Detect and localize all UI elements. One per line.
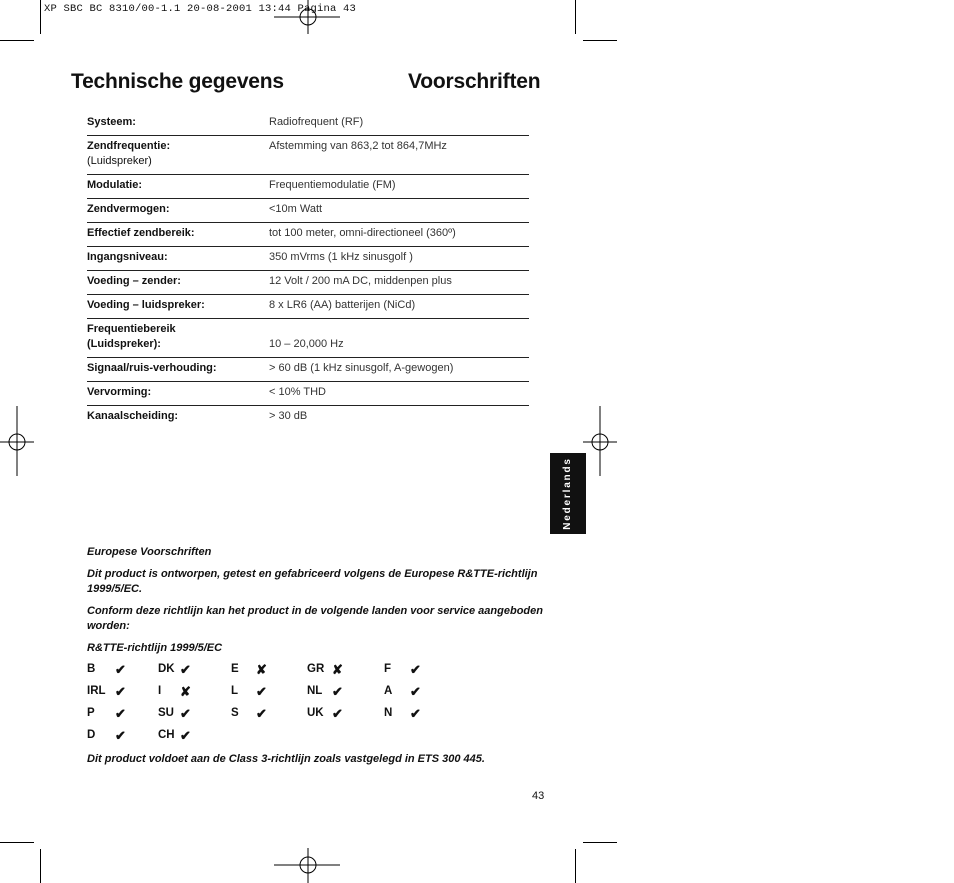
check-icon: ✔ bbox=[115, 684, 126, 699]
specs-table bbox=[87, 112, 529, 429]
country-item: GR ✘ bbox=[307, 662, 343, 677]
country-row bbox=[87, 729, 547, 751]
spec-label-line2: (Luidspreker): bbox=[87, 338, 161, 350]
spec-sublabel: (Luidspreker) bbox=[87, 155, 152, 167]
country-item: UK ✔ bbox=[307, 706, 343, 721]
country-item: NL ✔ bbox=[307, 684, 343, 699]
check-icon: ✔ bbox=[332, 684, 343, 699]
spec-value: > 30 dB bbox=[269, 410, 308, 422]
country-item: I ✘ bbox=[158, 684, 191, 699]
spec-label: Voeding – zender: bbox=[87, 275, 181, 287]
country-item: DK ✔ bbox=[158, 662, 191, 677]
spec-label: Systeem: bbox=[87, 116, 136, 128]
registration-mark-bottom bbox=[272, 848, 342, 883]
check-icon: ✔ bbox=[332, 706, 343, 721]
spec-value: tot 100 meter, omni-directioneel (360º) bbox=[269, 227, 456, 239]
spec-row-modulation bbox=[87, 175, 529, 199]
country-row bbox=[87, 663, 547, 685]
spec-label: Effectief zendbereik: bbox=[87, 227, 195, 239]
spec-value: <10m Watt bbox=[269, 203, 323, 215]
spec-row-system bbox=[87, 112, 529, 136]
regulations-heading: Europese Voorschriften bbox=[87, 546, 212, 558]
page-number: 43 bbox=[532, 790, 545, 802]
print-header: XP SBC BC 8310/00-1.1 20-08-2001 13:44 Pagina 43 bbox=[44, 3, 357, 15]
spec-row-power-speaker bbox=[87, 295, 529, 319]
country-item: D ✔ bbox=[87, 728, 126, 743]
country-item: F ✔ bbox=[384, 662, 421, 677]
country-item: L ✔ bbox=[231, 684, 267, 699]
country-item: B ✔ bbox=[87, 662, 126, 677]
title-regulations: Voorschriften bbox=[408, 70, 541, 93]
spec-row-frequency bbox=[87, 136, 529, 175]
spec-row-frequency-range bbox=[87, 319, 529, 358]
regulations-directive: R&TTE-richtlijn 1999/5/EC bbox=[87, 642, 223, 654]
country-row bbox=[87, 707, 547, 729]
spec-value: 8 x LR6 (AA) batterijen (NiCd) bbox=[269, 299, 416, 311]
spec-row-range bbox=[87, 223, 529, 247]
language-tab-label: Nederlands bbox=[562, 457, 573, 530]
check-icon: ✔ bbox=[180, 662, 191, 677]
spec-label: Voeding – luidspreker: bbox=[87, 299, 205, 311]
spec-label: Kanaalscheiding: bbox=[87, 410, 179, 422]
regulations-paragraph-2: Conform deze richtlijn kan het product in de volgende landen voor service aangeboden worden: bbox=[87, 605, 543, 632]
spec-label: Signaal/ruis-verhouding: bbox=[87, 362, 217, 374]
country-item: E ✘ bbox=[231, 662, 267, 677]
country-grid bbox=[87, 663, 547, 751]
check-icon: ✔ bbox=[115, 662, 126, 677]
country-item: S ✔ bbox=[231, 706, 267, 721]
country-item: N ✔ bbox=[384, 706, 421, 721]
check-icon: ✔ bbox=[115, 728, 126, 743]
spec-row-power-transmitter bbox=[87, 271, 529, 295]
spec-value: < 10% THD bbox=[269, 386, 326, 398]
check-icon: ✔ bbox=[410, 684, 421, 699]
spec-value: Afstemming van 863,2 tot 864,7MHz bbox=[269, 140, 447, 152]
spec-row-power bbox=[87, 199, 529, 223]
country-item: P ✔ bbox=[87, 706, 126, 721]
spec-label: Frequentiebereik bbox=[87, 323, 176, 335]
regulations-section bbox=[87, 545, 547, 663]
country-item: A ✔ bbox=[384, 684, 421, 699]
check-icon: ✔ bbox=[180, 728, 191, 743]
registration-mark-right bbox=[583, 406, 617, 476]
spec-value: > 60 dB (1 kHz sinusgolf, A-gewogen) bbox=[269, 362, 454, 374]
spec-row-channel-separation bbox=[87, 406, 529, 429]
spec-label: Zendfrequentie: bbox=[87, 140, 171, 152]
spec-row-input-level bbox=[87, 247, 529, 271]
spec-value: Frequentiemodulatie (FM) bbox=[269, 179, 396, 191]
country-item: SU ✔ bbox=[158, 706, 191, 721]
check-icon: ✔ bbox=[256, 684, 267, 699]
regulations-paragraph-1: Dit product is ontworpen, getest en gefabriceerd volgens de Europese R&TTE-richtlijn 1999/5/EC. bbox=[87, 568, 538, 595]
check-icon: ✔ bbox=[115, 706, 126, 721]
language-tab bbox=[550, 453, 586, 534]
spec-value: 10 – 20,000 Hz bbox=[269, 338, 344, 350]
check-icon: ✔ bbox=[256, 706, 267, 721]
registration-mark-top bbox=[272, 0, 342, 40]
country-item: CH ✔ bbox=[158, 728, 191, 743]
compliance-footnote: Dit product voldoet aan de Class 3-richtlijn zoals vastgelegd in ETS 300 445. bbox=[87, 753, 485, 765]
cross-icon: ✘ bbox=[180, 684, 191, 699]
spec-label: Vervorming: bbox=[87, 386, 152, 398]
cross-icon: ✘ bbox=[256, 662, 267, 677]
spec-label: Modulatie: bbox=[87, 179, 142, 191]
cross-icon: ✘ bbox=[332, 662, 343, 677]
title-technical-data: Technische gegevens bbox=[71, 70, 284, 93]
spec-label: Ingangsniveau: bbox=[87, 251, 168, 263]
check-icon: ✔ bbox=[410, 662, 421, 677]
country-item: IRL ✔ bbox=[87, 684, 126, 699]
country-row bbox=[87, 685, 547, 707]
spec-value: 350 mVrms (1 kHz sinusgolf ) bbox=[269, 251, 413, 263]
spec-value: Radiofrequent (RF) bbox=[269, 116, 364, 128]
spec-value: 12 Volt / 200 mA DC, middenpen plus bbox=[269, 275, 452, 287]
registration-mark-left bbox=[0, 406, 34, 476]
spec-row-distortion bbox=[87, 382, 529, 406]
spec-label: Zendvermogen: bbox=[87, 203, 170, 215]
check-icon: ✔ bbox=[180, 706, 191, 721]
spec-row-snr bbox=[87, 358, 529, 382]
check-icon: ✔ bbox=[410, 706, 421, 721]
